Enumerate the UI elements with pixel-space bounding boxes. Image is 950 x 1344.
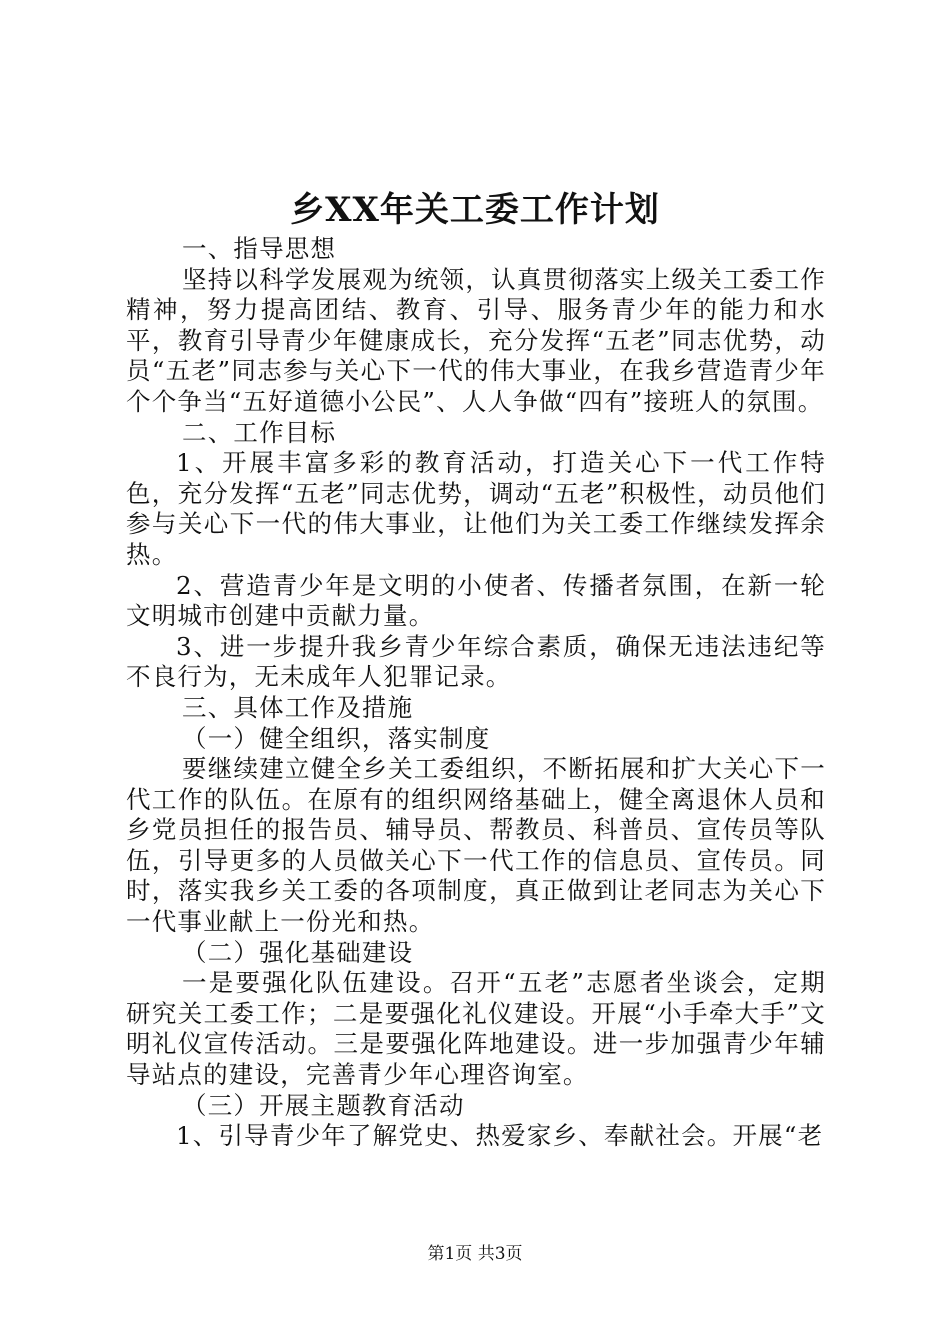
goal-item-1: 1、开展丰富多彩的教育活动，打造关心下一代工作特色，充分发挥“五老”同志优势，调动“五老”积极性，动员他们参与关心下一代的伟大事业，让他们为关工委工作继续发挥余热。 xyxy=(126,448,826,569)
section-heading-measures: 三、具体工作及措施 xyxy=(182,692,414,722)
goal-item-2: 2、营造青少年是文明的小使者、传播者氛围，在新一轮文明城市创建中贡献力量。 xyxy=(126,570,826,631)
paragraph-guiding-ideology: 坚持以科学发展观为统领，认真贯彻落实上级关工委工作精神，努力提高团结、教育、引导、服务青少年的能力和水平，教育引导青少年健康成长，充分发挥“五老”同志优势，动员“五老”同志参与关心下一代的伟大事业，在我乡营造青少年个个争当“五好道德小公民”、人人争做“四有”接班人的氛围。 xyxy=(126,264,826,416)
page-footer: 第1页 共3页 xyxy=(427,1244,523,1264)
goal-item-3: 3、进一步提升我乡青少年综合素质，确保无违法违纪等不良行为，无未成年人犯罪记录。 xyxy=(126,631,826,692)
subsection-heading-organization: （一）健全组织，落实制度 xyxy=(182,723,491,753)
paragraph-organization: 要继续建立健全乡关工委组织，不断拓展和扩大关心下一代工作的队伍。在原有的组织网络基础上，健全离退休人员和乡党员担任的报告员、辅导员、帮教员、科普员、宣传员等队伍，引导更多的人员做关心下一代工作的信息员、宣传员。同时，落实我乡关工委的各项制度，真正做到让老同志为关心下一代事业献上一份光和热。 xyxy=(126,754,826,937)
document-title: 乡XX年关工委工作计划 xyxy=(290,190,660,230)
subsection-heading-infrastructure: （二）强化基础建设 xyxy=(182,937,414,967)
subsection-heading-theme-education: （三）开展主题教育活动 xyxy=(182,1090,465,1120)
document-body xyxy=(126,234,826,1152)
section-heading-guiding-ideology: 一、指导思想 xyxy=(182,234,337,263)
theme-education-item-1: 1、引导青少年了解党史、热爱家乡、奉献社会。开展“老 xyxy=(176,1121,824,1151)
section-heading-work-goals: 二、工作目标 xyxy=(182,417,337,447)
paragraph-infrastructure: 一是要强化队伍建设。召开“五老”志愿者坐谈会，定期研究关工委工作；二是要强化礼仪建设。开展“小手牵大手”文明礼仪宣传活动。三是要强化阵地建设。进一步加强青少年辅导站点的建设，完善青少年心理咨询室。 xyxy=(126,968,826,1090)
